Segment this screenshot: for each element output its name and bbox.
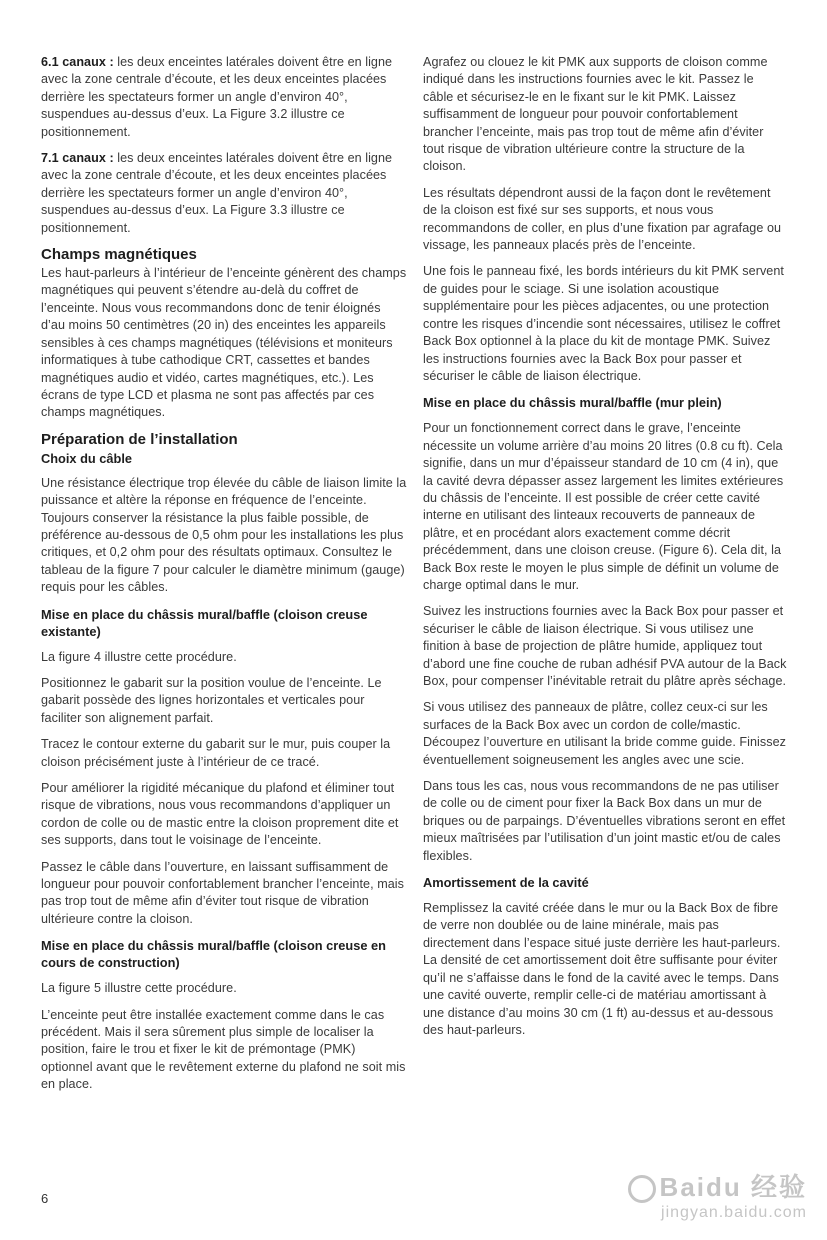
paragraph-panneaux: Si vous utilisez des panneaux de plâtre, collez ceux-ci sur les surfaces de la Back Box avec un cordon de colle/mastic. Découpez l’ouverture en utilisant la bride comme guide. Finissez éventuellement soigneusement les angles avec une scie.	[423, 700, 787, 767]
paragraph-agrafez: Agrafez ou clouez le kit PMK aux supports de cloison comme indiqué dans les instructions fournies avec le kit. Passez le câble et sécurisez-le en le fixant sur le kit PMK. Laissez suffisamment de longueur pour pouvoir confortablement brancher l’enceinte, mais pas trop tout de même afin d’éviter tout risque de vibration ultérieure contre la structure de la cloison.	[423, 55, 768, 174]
paragraph-grave: Pour un fonctionnement correct dans le grave, l’enceinte nécessite un volume arrière d’au moins 20 litres (0.8 cu ft). Cela signifie, dans un mur d’épaisseur standard de 10 cm (4 in), que la cavité devra dépasser assez largement les limites extérieures du châssis de l’enceinte. Il est possible de créer cette cavité interne en utilisant des linteaux recouverts de panneaux de plâtre, et en procédant alors exactement comme décrit précédemment, dans une cloison creuse. (Figure 6). Cela dit, la Back Box reste le moyen le plus simple de définit un volume de charge optimal dans le mur.	[423, 421, 784, 592]
paragraph-tracez: Tracez le contour externe du gabarit sur le mur, puis couper la cloison précisément juste à l’intérieur de ce tracé.	[41, 737, 391, 769]
paragraph-resultats: Les résultats dépendront aussi de la façon dont le revêtement de la cloison est fixé sur ses supports, et nous vous recommandons de coller, en plus d’une fixation par agrafage ou vissage, les panneaux placés près de l’enceinte.	[423, 185, 782, 253]
heading-champs-magnetiques: Champs magnétiques	[41, 246, 197, 264]
paragraph-text: les deux enceintes latérales doivent être en ligne avec la zone centrale d’écoute, et les deux enceintes placées derrière les spectateurs former un angle d’environ 40°, suspendues au-dessus d’eux. La Figure 3.3 illustre ce positionnement.	[41, 151, 393, 235]
watermark-url: jingyan.baidu.com	[661, 1204, 807, 1221]
heading-preparation: Préparation de l’installation	[41, 430, 238, 448]
paragraph-6-1-canaux	[41, 54, 407, 141]
watermark-logo	[628, 1167, 807, 1204]
page-number: 6	[41, 1191, 49, 1206]
paragraph-text: les deux enceintes latérales doivent être en ligne avec la zone centrale d’écoute, et les deux enceintes placées derrière les spectateurs former un angle d’environ 40°, suspendues au-dessus d’eux. La Figure 3.2 illustre ce positionnement.	[41, 55, 393, 139]
paragraph-7-1-canaux	[41, 150, 407, 237]
right-column	[423, 54, 787, 1048]
paragraph-figure-4: La figure 4 illustre cette procédure.	[41, 649, 237, 664]
paragraph-tous-les-cas: Dans tous les cas, nous vous recommandons de ne pas utiliser de colle ou de ciment pour fixer la Back Box dans un mur de briques ou de parpaings. D’éventuelles vibrations seront en effet mieux maîtrisées par l’utilisation d’un joint mastic et/ou de cales flexibles.	[423, 779, 786, 863]
paragraph-suivez: Suivez les instructions fournies avec la Back Box pour passer et sécuriser le câble de liaison électrique. Si vous utilisez une finition à base de projection de plâtre humide, appliquez tout d’abord une fine couche de ruban adhésif PVA autour de la Back Box, pour compenser l’inévitable retrait du plâtre après séchage.	[423, 604, 787, 688]
paw-icon	[628, 1175, 656, 1203]
heading-mur-plein: Mise en place du châssis mural/baffle (mur plein)	[423, 395, 722, 411]
paragraph-passez: Passez le câble dans l’ouverture, en laissant suffisamment de longueur pour pouvoir confortablement brancher l’enceinte, mais pas trop tout de même afin d’éviter tout risque de vibration ultérieure contre la cloison.	[41, 859, 404, 926]
heading-amortissement: Amortissement de la cavité	[423, 875, 589, 891]
paragraph-amortissement: Remplissez la cavité créée dans le mur ou la Back Box de fibre de verre non doublée ou de laine minérale, mais pas directement dans l’espace situé juste derrière les haut-parleurs. La densité de cet amortissement doit être suffisante pour éviter qu’il ne s’affaisse dans le fond de la cavité avec le temps. Dans une cavité ouverte, remplir celle-ci de matériau amortissant à une distance d’au moins 30 cm (1 ft) au-dessus et au-dessous des haut-parleurs.	[423, 901, 781, 1037]
bold-lead: 7.1 canaux :	[41, 151, 114, 166]
paragraph-une-fois: Une fois le panneau fixé, les bords intérieurs du kit PMK servent de guides pour le sciage. Si une isolation acoustique supplémentaire pour les pièces adjacentes, ou une protection contre les risques d’incendie sont nécessaires, utilisez le coffret Back Box optionnel à la place du kit de montage PMK. Suivez les instructions fournies avec la Back Box pour passer et sécuriser le câble de liaison électrique.	[423, 264, 784, 383]
heading-choix-cable: Choix du câble	[41, 450, 133, 466]
heading-cloison-construction: Mise en place du châssis mural/baffle (cloison creuse en cours de construction)	[41, 938, 386, 971]
paragraph-rigidite: Pour améliorer la rigidité mécanique du plafond et éliminer tout risque de vibrations, nous vous recommandons d’appliquer un cordon de colle ou de mastic entre la cloison proprement dite et ses supports, dans tout le voisinage de l’enceinte.	[41, 781, 399, 848]
heading-cloison-existante: Mise en place du châssis mural/baffle (cloison creuse existante)	[41, 606, 368, 639]
paragraph-installee: L’enceinte peut être installée exactement comme dans le cas précédent. Mais il sera sûrement plus simple de localiser la position, faire le trou et fixer le kit de prémontage (PMK) optionnel avant que le revêtement externe du plafond ne soit mis en place.	[41, 1007, 406, 1092]
left-column	[41, 54, 407, 1103]
paragraph-champs: Les haut-parleurs à l’intérieur de l’enceinte génèrent des champs magnétiques qui peuvent s’étendre au-delà du coffret de l’enceinte. Nous vous recommandons donc de tenir éloignés d’au moins 50 centimètres (20 in) des enceintes les appareils sensibles à ces champs magnétiques (télévisions et moniteurs informatiques à tube cathodique CRT, cassettes et bandes magnétiques audio et vidéo, cartes magnétiques, etc.). Les écrans de type LCD et plasma ne sont pas affectés par ces champs magnétiques.	[41, 266, 407, 420]
paragraph-figure-5: La figure 5 illustre cette procédure.	[41, 981, 237, 996]
watermark	[628, 1167, 807, 1222]
watermark-logo-text: Baidu 经验	[659, 1172, 807, 1202]
paragraph-gabarit: Positionnez le gabarit sur la position voulue de l’enceinte. Le gabarit possède des lignes horizontales et verticales pour faciliter son alignement parfait.	[41, 675, 382, 725]
paragraph-cable: Une résistance électrique trop élevée du câble de liaison limite la puissance et altère la réponse en fréquence de l’enceinte. Toujours conserver la résistance la plus faible possible, de préférence au-dessous de 0,5 ohm pour les installations les plus critiques, et 0,2 ohm pour des résultats optimaux. Consultez le tableau de la figure 7 pour calculer le diamètre minimum (gauge) requis pour les câbles.	[41, 475, 407, 595]
bold-lead: 6.1 canaux :	[41, 55, 114, 69]
